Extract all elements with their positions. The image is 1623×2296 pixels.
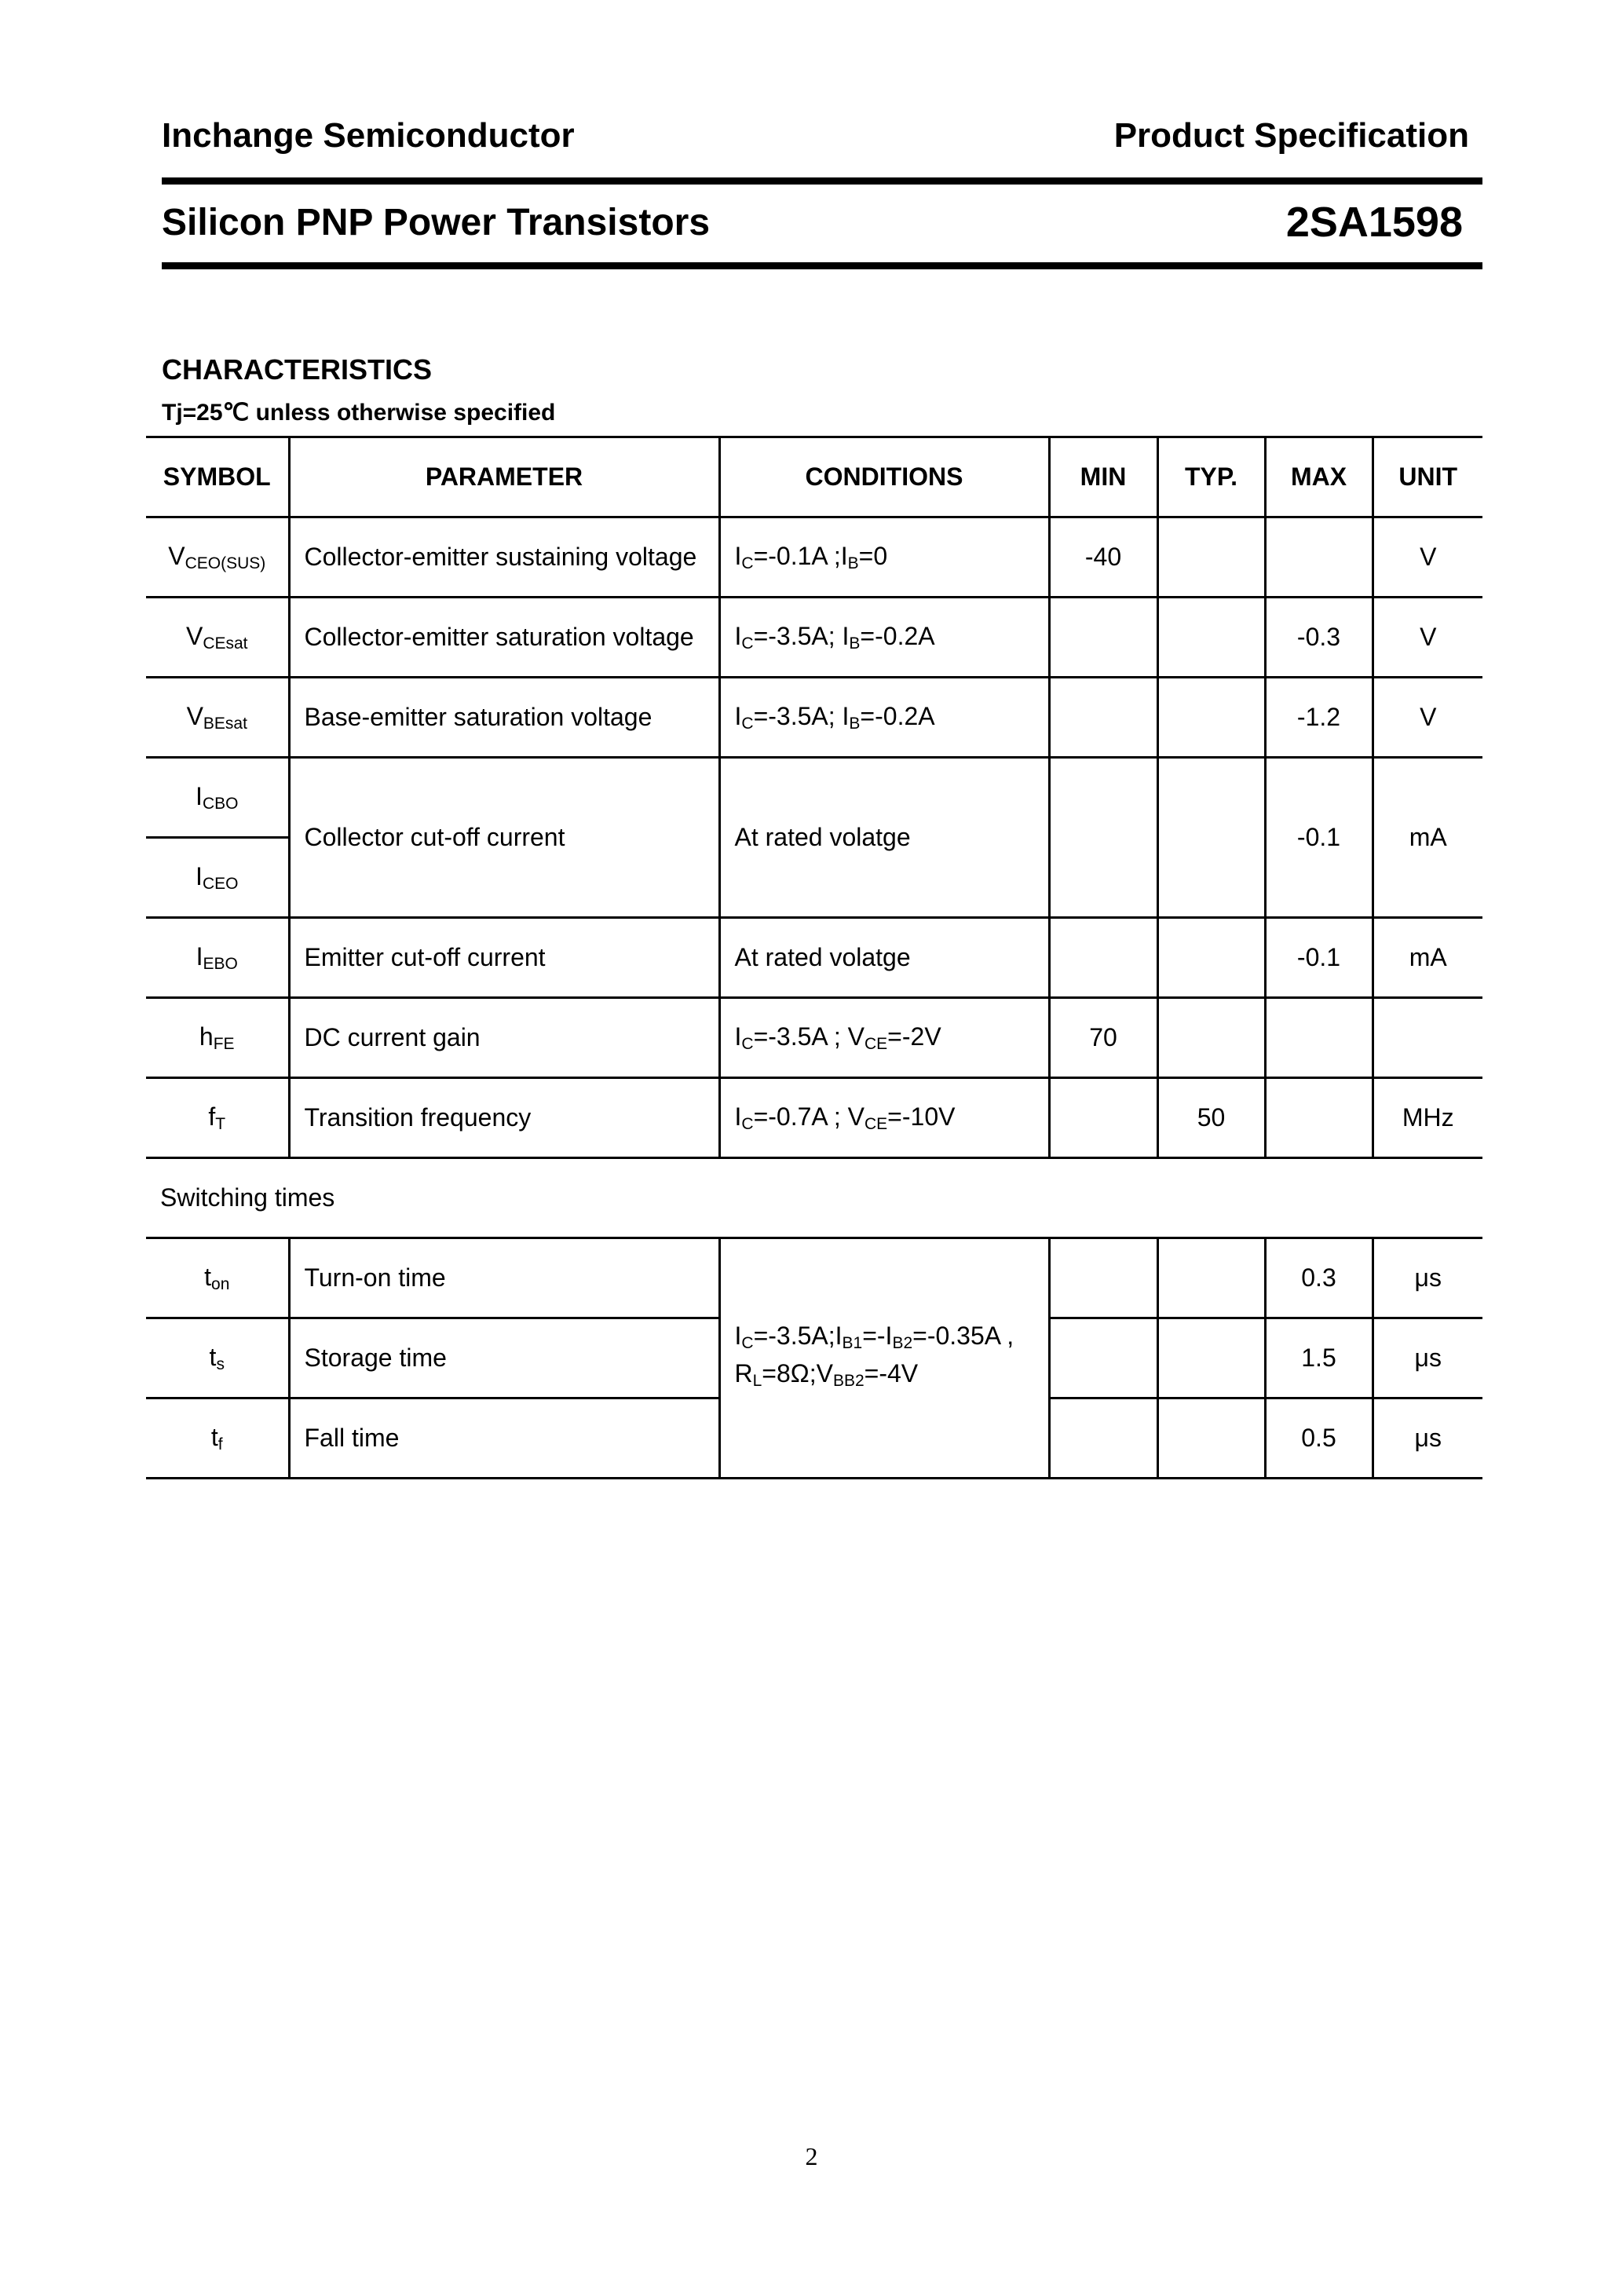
header-rule-bottom bbox=[162, 262, 1482, 269]
unit-cell: μs bbox=[1373, 1398, 1482, 1479]
max-cell: -0.1 bbox=[1265, 918, 1373, 998]
switching-times-label: Switching times bbox=[146, 1158, 1482, 1238]
switching-conditions-line-2: $R_L=8\Omega;V_{BB2}=-4V$ bbox=[734, 1358, 919, 1390]
min-cell: -40 bbox=[1049, 517, 1157, 598]
section-title: CHARACTERISTICS bbox=[162, 353, 433, 386]
unit-cell: μs bbox=[1373, 1238, 1482, 1318]
conditions-cell: At rated volatge bbox=[719, 758, 1049, 918]
typ-cell bbox=[1157, 1398, 1265, 1479]
symbol-cell: $V_{CEO(SUS)}$ bbox=[146, 517, 289, 598]
min-cell bbox=[1049, 1398, 1157, 1479]
table-header-row bbox=[146, 437, 1482, 517]
max-cell: 0.5 bbox=[1265, 1398, 1373, 1479]
table-row bbox=[146, 998, 1482, 1078]
min-cell bbox=[1049, 1318, 1157, 1398]
typ-cell bbox=[1157, 678, 1265, 758]
symbol-cell: $I_{EBO}$ bbox=[146, 918, 289, 998]
max-cell bbox=[1265, 998, 1373, 1078]
typ-cell bbox=[1157, 998, 1265, 1078]
max-cell bbox=[1265, 1078, 1373, 1158]
conditions-cell: $I_C=-3.5A$; $I_B=-0.2A$ bbox=[719, 598, 1049, 678]
min-cell bbox=[1049, 1238, 1157, 1318]
col-header-symbol: SYMBOL bbox=[146, 437, 289, 517]
table-row bbox=[146, 517, 1482, 598]
min-cell bbox=[1049, 598, 1157, 678]
parameter-cell: Transition frequency bbox=[289, 1078, 719, 1158]
symbol-cell: $t_s$ bbox=[146, 1318, 289, 1398]
parameter-cell: DC current gain bbox=[289, 998, 719, 1078]
conditions-cell: At rated volatge bbox=[719, 918, 1049, 998]
min-cell bbox=[1049, 678, 1157, 758]
document-type: Product Specification bbox=[1113, 116, 1469, 155]
table-row bbox=[146, 918, 1482, 998]
typ-cell bbox=[1157, 1238, 1265, 1318]
max-cell: -0.1 bbox=[1265, 758, 1373, 918]
switching-conditions-line-1: $I_C=-3.5A;I_{B1}=-I_{B2}=-0.35A$ , bbox=[734, 1321, 1014, 1352]
symbol-cell: $t_{on}$ bbox=[146, 1238, 289, 1318]
col-header-parameter: PARAMETER bbox=[289, 437, 719, 517]
max-cell: -0.3 bbox=[1265, 598, 1373, 678]
unit-cell: MHz bbox=[1373, 1078, 1482, 1158]
min-cell bbox=[1049, 758, 1157, 918]
max-cell: 1.5 bbox=[1265, 1318, 1373, 1398]
typ-cell bbox=[1157, 598, 1265, 678]
max-cell: 0.3 bbox=[1265, 1238, 1373, 1318]
parameter-cell: Collector-emitter saturation voltage bbox=[289, 598, 719, 678]
symbol-cell: $I_{CBO}$ bbox=[146, 758, 289, 838]
col-header-conditions: CONDITIONS bbox=[719, 437, 1049, 517]
parameter-cell: Base-emitter saturation voltage bbox=[289, 678, 719, 758]
switching-times-label-row bbox=[146, 1158, 1482, 1238]
max-cell: -1.2 bbox=[1265, 678, 1373, 758]
parameter-cell: Fall time bbox=[289, 1398, 719, 1479]
typ-cell bbox=[1157, 758, 1265, 918]
unit-cell: V bbox=[1373, 598, 1482, 678]
switching-conditions-cell bbox=[719, 1238, 1049, 1479]
col-header-max: MAX bbox=[1265, 437, 1373, 517]
product-line-title: Silicon PNP Power Transistors bbox=[162, 202, 711, 243]
col-header-unit: UNIT bbox=[1373, 437, 1482, 517]
parameter-cell: Collector-emitter sustaining voltage bbox=[289, 517, 719, 598]
conditions-cell: $I_C=-0.1A$ $;I_B=0$ bbox=[719, 517, 1049, 598]
unit-cell: V bbox=[1373, 678, 1482, 758]
characteristics-table bbox=[146, 436, 1482, 1479]
typ-cell bbox=[1157, 517, 1265, 598]
part-number: 2SA1598 bbox=[1285, 199, 1463, 246]
unit-cell bbox=[1373, 998, 1482, 1078]
table-row bbox=[146, 758, 1482, 838]
conditions-cell: $I_C=-0.7A$ ; $V_{CE}=-10V$ bbox=[719, 1078, 1049, 1158]
col-header-typ: TYP. bbox=[1157, 437, 1265, 517]
unit-cell: μs bbox=[1373, 1318, 1482, 1398]
conditions-cell: $I_C=-3.5A$; $I_B=-0.2A$ bbox=[719, 678, 1049, 758]
symbol-cell: $V_{BEsat}$ bbox=[146, 678, 289, 758]
table-row bbox=[146, 1078, 1482, 1158]
company-name: Inchange Semiconductor bbox=[162, 116, 575, 155]
parameter-cell: Collector cut-off current bbox=[289, 758, 719, 918]
page-number: 2 bbox=[805, 2142, 818, 2170]
conditions-cell: $I_C=-3.5A$ ; $V_{CE}=-2V$ bbox=[719, 998, 1049, 1078]
min-cell bbox=[1049, 918, 1157, 998]
test-condition-note: Tj=25℃ unless otherwise specified bbox=[162, 400, 556, 426]
max-cell bbox=[1265, 517, 1373, 598]
symbol-cell: $h_{FE}$ bbox=[146, 998, 289, 1078]
parameter-cell: Storage time bbox=[289, 1318, 719, 1398]
parameter-cell: Emitter cut-off current bbox=[289, 918, 719, 998]
typ-cell bbox=[1157, 918, 1265, 998]
typ-cell bbox=[1157, 1318, 1265, 1398]
min-cell bbox=[1049, 1078, 1157, 1158]
table-row bbox=[146, 598, 1482, 678]
symbol-cell: $f_T$ bbox=[146, 1078, 289, 1158]
parameter-cell: Turn-on time bbox=[289, 1238, 719, 1318]
symbol-cell: $V_{CEsat}$ bbox=[146, 598, 289, 678]
table-row bbox=[146, 1238, 1482, 1318]
min-cell: 70 bbox=[1049, 998, 1157, 1078]
typ-cell: 50 bbox=[1157, 1078, 1265, 1158]
col-header-min: MIN bbox=[1049, 437, 1157, 517]
symbol-cell: $I_{CEO}$ bbox=[146, 838, 289, 918]
table-row bbox=[146, 678, 1482, 758]
unit-cell: V bbox=[1373, 517, 1482, 598]
header-rule-top bbox=[162, 177, 1482, 185]
unit-cell: mA bbox=[1373, 758, 1482, 918]
symbol-cell: $t_f$ bbox=[146, 1398, 289, 1479]
unit-cell: mA bbox=[1373, 918, 1482, 998]
